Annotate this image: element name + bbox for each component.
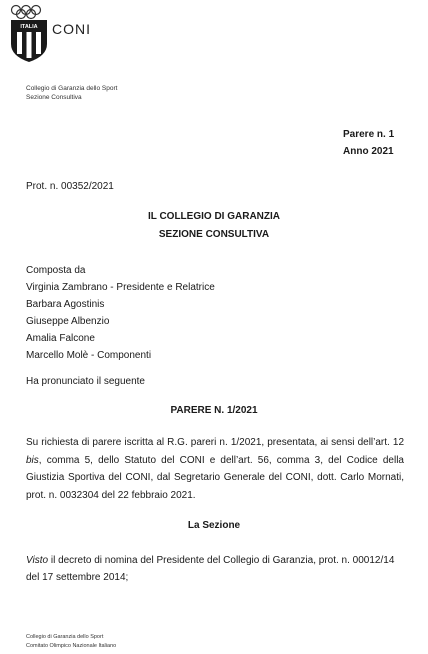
- anno: Anno 2021: [343, 146, 394, 157]
- visto-paragraph: [26, 552, 404, 586]
- member-item: Giuseppe Albenzio: [26, 316, 110, 327]
- member-item: Amalia Falcone: [26, 333, 95, 344]
- paragraph-bis: bis: [26, 454, 39, 466]
- visto-text: il decreto di nomina del Presidente del Collegio di Garanzia, prot. n. 00012/14 del 17 settembre 2014;: [26, 555, 395, 583]
- protocol-number: Prot. n. 00352/2021: [26, 181, 114, 192]
- footer-line-2: Comitato Olimpico Nazionale Italiano: [26, 643, 117, 649]
- member-item: Barbara Agostinis: [26, 299, 105, 310]
- org-line-2: Sezione Consultiva: [26, 94, 82, 101]
- member-item: Virginia Zambrano - Presidente e Relatrice: [26, 282, 215, 293]
- heading-collegio: IL COLLEGIO DI GARANZIA: [147, 211, 281, 222]
- pronounced-text: Ha pronunciato il seguente: [26, 376, 145, 387]
- paragraph-part-2: , comma 5, dello Statuto del CONI e dell’art. 56, comma 3, del Codice della Giustizia Sportiva del CONI, dal Segretario Generale del CONI, dott. Carlo Mornati, prot. n. 0032304 del 22 febbraio 2021.: [26, 454, 404, 501]
- section-title: La Sezione: [187, 520, 241, 531]
- footer-line-1: Collegio di Garanzia dello Sport: [26, 634, 104, 640]
- org-line-1: Collegio di Garanzia dello Sport: [26, 85, 118, 92]
- visto-lead: Visto: [26, 555, 49, 566]
- paragraph-part-1: Su richiesta di parere iscritta al R.G. pareri n. 1/2021, presentata, ai sensi dell’art. 12: [26, 437, 404, 448]
- logo-text: CONI: [52, 21, 91, 37]
- member-item: Marcello Molè - Componenti: [26, 350, 152, 361]
- parere-title: PARERE N. 1/2021: [170, 405, 258, 416]
- composition-intro: Composta da: [26, 265, 86, 276]
- heading-sezione: SEZIONE CONSULTIVA: [158, 229, 270, 240]
- svg-text:ITALIA: ITALIA: [20, 24, 38, 30]
- parere-number: Parere n. 1: [343, 129, 395, 140]
- request-paragraph: [26, 434, 404, 504]
